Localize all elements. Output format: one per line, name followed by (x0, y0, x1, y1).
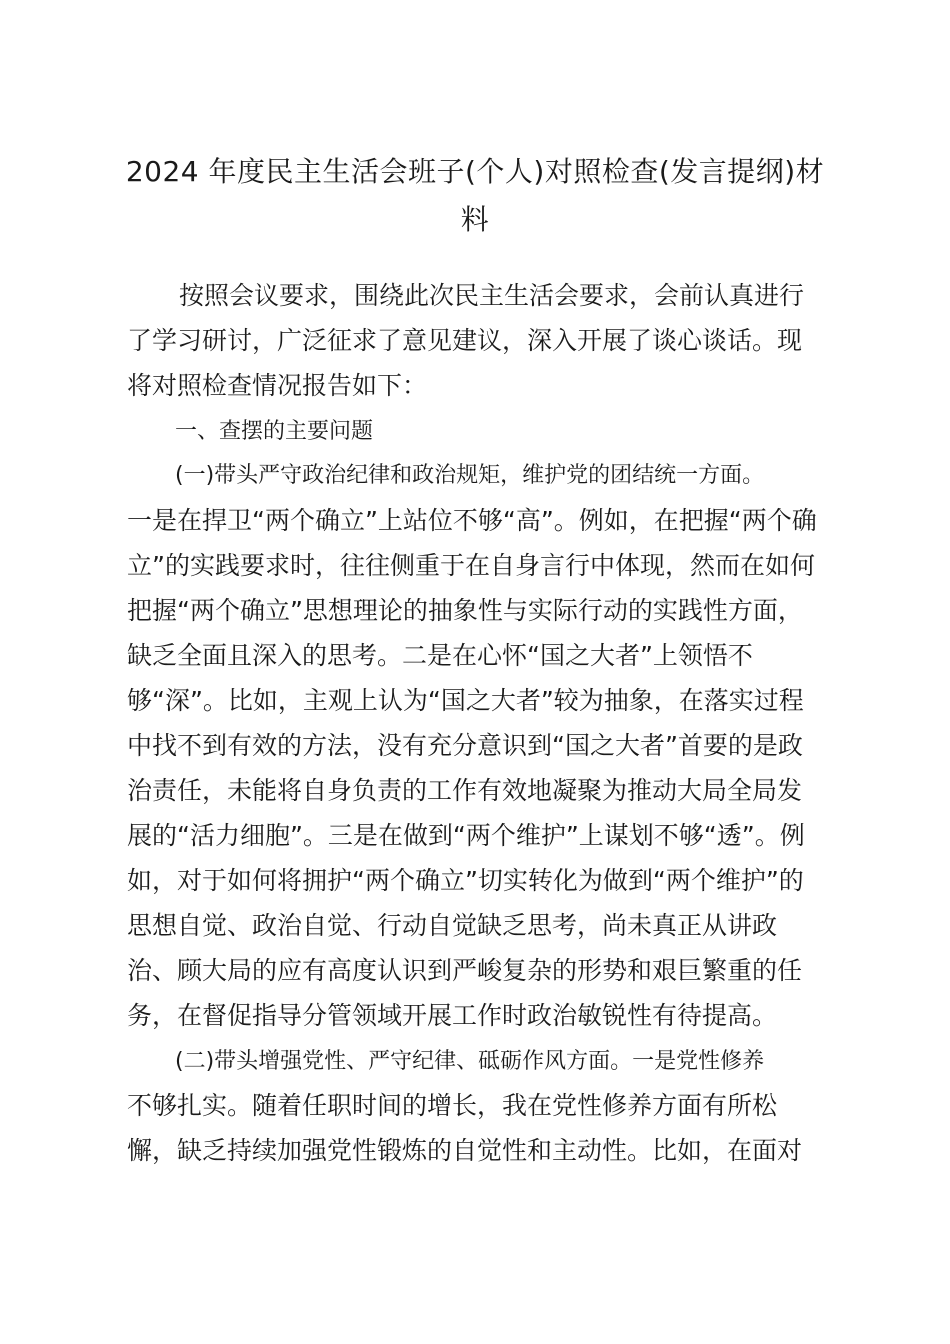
item1-heading-line: (一)带头严守政治纪律和政治规矩，维护党的团结统一方面。 (175, 463, 765, 488)
item1-line: 治、顾大局的应有高度认识到严峻复杂的形势和艰巨繁重的任 (127, 956, 803, 985)
item1-line: 治责任，未能将自身负责的工作有效地凝聚为推动大局全局发 (127, 776, 803, 805)
item2-line: 不够扎实。随着任职时间的增长，我在党性修养方面有所松 (127, 1091, 778, 1120)
item1-line: 一是在捍卫“两个确立”上站位不够“高”。例如，在把握“两个确 (127, 506, 817, 535)
intro-line-2: 了学习研讨，广泛征求了意见建议，深入开展了谈心谈话。现 (127, 326, 803, 355)
item2-line: 懈，缺乏持续加强党性锻炼的自觉性和主动性。比如，在面对 (127, 1136, 803, 1165)
item1-line: 如，对于如何将拥护“两个确立”切实转化为做到“两个维护”的 (127, 866, 804, 895)
item2-heading-line: (二)带头增强党性、严守纪律、砥砺作风方面。一是党性修养 (175, 1049, 765, 1074)
document-title-line-1: 2024 年度民主生活会班子(个人)对照检查(发言提纲)材 (125, 155, 825, 188)
item1-line: 立”的实践要求时，往往侧重于在自身言行中体现，然而在如何 (127, 551, 815, 580)
item1-line: 把握“两个确立”思想理论的抽象性与实际行动的实践性方面， (127, 596, 803, 625)
item1-line: 够“深”。比如，主观上认为“国之大者”较为抽象，在落实过程 (127, 686, 804, 715)
item1-line: 展的“活力细胞”。三是在做到“两个维护”上谋划不够“透”。例 (127, 821, 805, 850)
intro-line-1: 按照会议要求，围绕此次民主生活会要求，会前认真进行 (179, 281, 805, 310)
item1-line: 缺乏全面且深入的思考。二是在心怀“国之大者”上领悟不 (127, 641, 753, 670)
item1-line: 中找不到有效的方法，没有充分意识到“国之大者”首要的是政 (127, 731, 803, 760)
section-heading: 一、查摆的主要问题 (175, 419, 374, 444)
document-title-line-2: 料 (460, 203, 490, 236)
item1-line: 思想自觉、政治自觉、行动自觉缺乏思考，尚未真正从讲政 (127, 911, 778, 940)
intro-line-3: 将对照检查情况报告如下： (127, 371, 428, 400)
item1-line: 务，在督促指导分管领域开展工作时政治敏锐性有待提高。 (127, 1001, 778, 1030)
